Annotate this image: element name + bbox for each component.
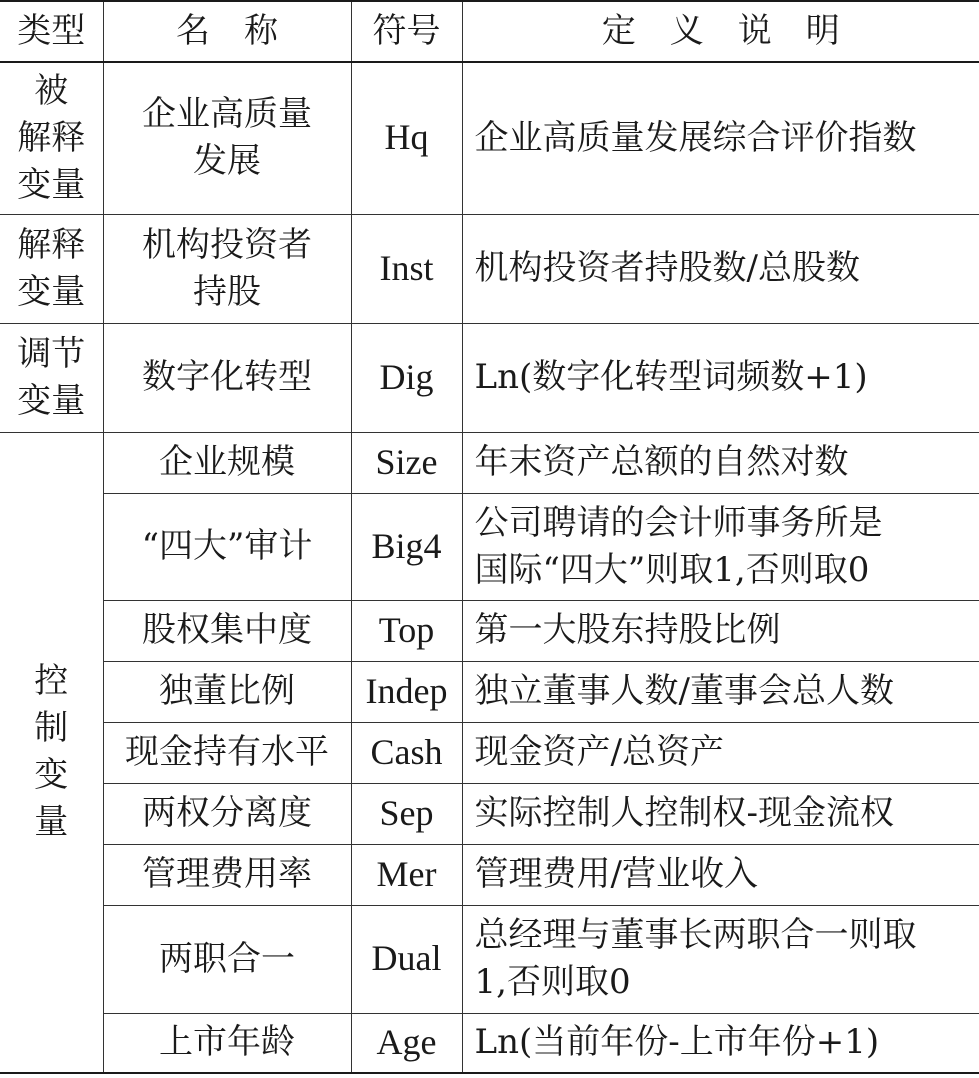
table-row xyxy=(0,600,979,661)
row-definition: 现金资产/总资产 xyxy=(462,722,979,783)
row-definition: 企业高质量发展综合评价指数 xyxy=(462,62,979,214)
row-symbol: Indep xyxy=(351,661,462,722)
row-name: 现金持有水平 xyxy=(103,722,351,783)
row-definition: 年末资产总额的自然对数 xyxy=(462,432,979,493)
row-definition: 独立董事人数/董事会总人数 xyxy=(462,661,979,722)
table-row xyxy=(0,844,979,905)
row-name: 独董比例 xyxy=(103,661,351,722)
row-name: “四大”审计 xyxy=(103,493,351,600)
row-name: 数字化转型 xyxy=(103,323,351,432)
row-symbol: Size xyxy=(351,432,462,493)
row-name: 两权分离度 xyxy=(103,783,351,844)
table-row xyxy=(0,432,979,493)
row-definition: Ln(当前年份-上市年份+1) xyxy=(462,1013,979,1073)
header-definition: 定 义 说 明 xyxy=(462,1,979,62)
row-name: 管理费用率 xyxy=(103,844,351,905)
table-row xyxy=(0,905,979,1013)
table-row xyxy=(0,661,979,722)
row-definition: 总经理与董事长两职合一则取 1,否则取0 xyxy=(462,905,979,1013)
table-row xyxy=(0,1013,979,1073)
table-row xyxy=(0,214,979,323)
row-definition: 实际控制人控制权-现金流权 xyxy=(462,783,979,844)
header-symbol: 符号 xyxy=(351,1,462,62)
row-definition: 管理费用/营业收入 xyxy=(462,844,979,905)
group-explanatory: 解释 变量 xyxy=(0,214,103,323)
row-symbol: Hq xyxy=(351,62,462,214)
group-control: 控 制 变 量 xyxy=(0,432,103,1073)
row-definition: 公司聘请的会计师事务所是 国际“四大”则取1,否则取0 xyxy=(462,493,979,600)
row-name: 上市年龄 xyxy=(103,1013,351,1073)
table-row xyxy=(0,493,979,600)
row-name: 企业高质量 发展 xyxy=(103,62,351,214)
row-name: 股权集中度 xyxy=(103,600,351,661)
row-name: 两职合一 xyxy=(103,905,351,1013)
row-definition: 机构投资者持股数/总股数 xyxy=(462,214,979,323)
row-symbol: Big4 xyxy=(351,493,462,600)
row-symbol: Mer xyxy=(351,844,462,905)
row-symbol: Cash xyxy=(351,722,462,783)
row-name: 机构投资者 持股 xyxy=(103,214,351,323)
row-definition: Ln(数字化转型词频数+1) xyxy=(462,323,979,432)
row-symbol: Dual xyxy=(351,905,462,1013)
table-row xyxy=(0,323,979,432)
header-name: 名 称 xyxy=(103,1,351,62)
row-symbol: Dig xyxy=(351,323,462,432)
table-row xyxy=(0,783,979,844)
group-moderator: 调节 变量 xyxy=(0,323,103,432)
row-name: 企业规模 xyxy=(103,432,351,493)
header-type: 类型 xyxy=(0,1,103,62)
row-symbol: Age xyxy=(351,1013,462,1073)
row-symbol: Sep xyxy=(351,783,462,844)
header-row xyxy=(0,1,979,62)
row-definition: 第一大股东持股比例 xyxy=(462,600,979,661)
table-row xyxy=(0,62,979,214)
group-dependent: 被 解释 变量 xyxy=(0,62,103,214)
row-symbol: Inst xyxy=(351,214,462,323)
table-row xyxy=(0,722,979,783)
row-symbol: Top xyxy=(351,600,462,661)
